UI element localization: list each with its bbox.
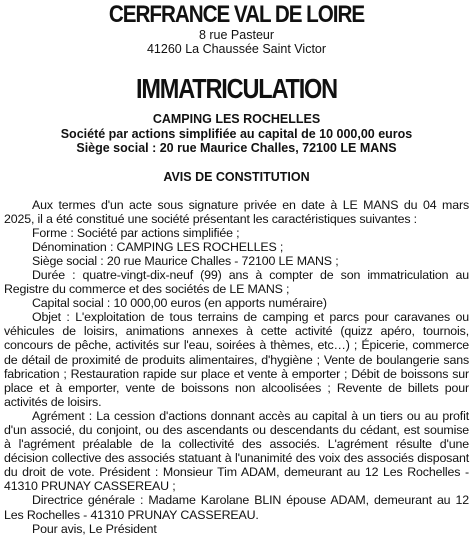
company-name: CAMPING LES ROCHELLES <box>152 112 321 126</box>
section-title: AVIS DE CONSTITUTION <box>163 169 310 184</box>
company-registered-office: Siège social : 20 rue Maurice Challes, 72100 LE MANS <box>76 141 397 155</box>
company-header <box>4 112 469 156</box>
purpose-paragraph: Objet : L'exploitation de tous terrains de camping et parcs pour caravanes ou véhicules de loisirs, animations annexes à cette activité (quizz apéro, tournois, concours de pêche, activités sur l'eau, soirées à thèmes, etc…) ; Épicerie, commerce de détail de proximité de produits alimentaires, d'hygiène ; Vente de boulangerie sans fabrication ; Restauration rapide sur place et vente à emporter ; Débit de boissons sur place et à emporter, vente de boissons non alcoolisées ; Revente de billets pour activités de loisirs. <box>4 310 469 409</box>
firm-address-street: 8 rue Pasteur <box>198 28 275 42</box>
registered-office-line: Siège social : 20 rue Maurice Challes - 72100 LE MANS ; <box>32 253 339 268</box>
notice-title: IMMATRICULATION <box>136 73 337 104</box>
signature-line: Pour avis, Le Président <box>32 521 157 536</box>
company-legal-form: Société par actions simplifiée au capital de 10 000,00 euros <box>60 126 413 141</box>
share-capital-line: Capital social : 10 000,00 euros (en apports numéraire) <box>32 296 327 311</box>
managing-director-paragraph: Directrice générale : Madame Karolane BLIN épouse ADAM, demeurant au 12 Les Rochelles - 41310 PRUNAY CASSEREAU. <box>4 493 469 522</box>
firm-address-city: 41260 La Chaussée Saint Victor <box>146 42 327 56</box>
notice-body <box>4 198 469 536</box>
duration-paragraph: Durée : quatre-vingt-dix-neuf (99) ans à compter de son immatriculation au Registre du commerce et des sociétés de LE MANS ; <box>4 267 469 297</box>
intro-paragraph: Aux termes d'un acte sous signature privée en date à LE MANS du 04 mars 2025, il a été constitué une société présentant les caractéristiques suivantes : <box>4 197 469 226</box>
approval-paragraph: Agrément : La cession d'actions donnant accès au capital à un tiers ou au profit d'un associé, du conjoint, ou des ascendants ou descendants du cédant, est soumise à l'agrément préalable de la collectivité des associés. L'agrément résulte d'une décision collective des associés statuant à l'unanimité des voix des associés disposant du droit de vote. Président : Monsieur Tim ADAM, demeurant au 12 Les Rochelles - 41310 PRUNAY CASSEREAU ; <box>4 408 469 494</box>
form-line: Forme : Société par actions simplifiée ; <box>32 225 240 240</box>
firm-name: CERFRANCE VAL DE LOIRE <box>108 1 365 28</box>
firm-header <box>4 2 469 56</box>
denomination-line: Dénomination : CAMPING LES ROCHELLES ; <box>32 239 284 254</box>
